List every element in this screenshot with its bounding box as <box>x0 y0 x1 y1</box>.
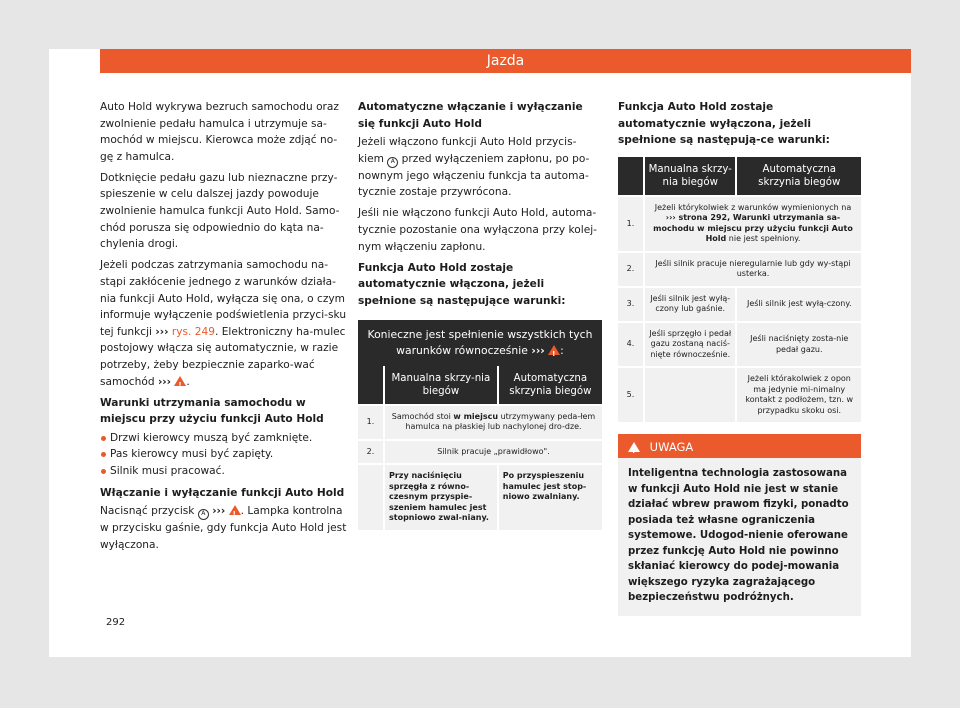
page-header: Jazda <box>100 49 911 73</box>
auto-hold-button-icon: A <box>387 157 398 168</box>
deactivation-table <box>618 157 861 423</box>
paragraph: Jeżeli włączono funkcji Auto Hold przycis-kiem A przed wyłączeniem zapłonu, po po-nownym jego włączeniu funkcja ta automa-tycznie zostaje przywrócona. <box>358 136 590 199</box>
table-row: Przy naciśnięciu sprzęgła z równo-czesnym przyspie-szeniem hamulec jest stopniowo zwal-niany. Po przyspieszeniu hamulec jest stop-niowo zwalniany. <box>358 464 602 530</box>
warning-icon[interactable] <box>229 505 241 515</box>
section-heading: Funkcja Auto Hold zostaje automatycznie włączona, jeżeli spełnione są następujące warunki: <box>358 261 566 307</box>
figure-link[interactable]: rys. 249 <box>171 325 215 338</box>
column-3 <box>618 99 861 616</box>
table-row: 3. Jeśli silnik jest wyłą-czony lub gaśnie. Jeśli silnik jest wyłą-czony. <box>618 287 861 322</box>
section-heading: Funkcja Auto Hold zostaje automatycznie wyłączona, jeżeli spełnione są następują-ce warunki: <box>618 101 830 147</box>
list-item: Silnik musi pracować. <box>100 463 347 480</box>
warning-icon <box>628 442 640 452</box>
column-1 <box>100 99 347 558</box>
table-row: 2. Jeśli silnik pracuje nieregularnie lub gdy wy-stąpi usterka. <box>618 252 861 287</box>
list-item: Drzwi kierowcy muszą być zamknięte. <box>100 430 347 447</box>
list-item: Pas kierowcy musi być zapięty. <box>100 446 347 463</box>
table-header-row <box>618 157 861 196</box>
activation-table <box>358 320 602 530</box>
section-heading: Włączanie i wyłączanie funkcji Auto Hold <box>100 486 345 499</box>
page-number: 292 <box>106 617 126 628</box>
table-row: 1. Samochód stoi w miejscu utrzymywany peda-łem hamulca na płaskiej lub nachylonej dro-dze. <box>358 405 602 440</box>
paragraph: Jeśli nie włączono funkcji Auto Hold, automa-tycznie pozostanie ona wyłączona przy kolej-nym włączeniu zapłonu. <box>358 207 597 253</box>
warning-icon[interactable] <box>548 345 560 355</box>
table-header-row <box>358 366 602 405</box>
table-row: 5. Jeżeli którakolwiek z opon ma jedynie mi-nimalny kontakt z podłożem, tzn. w przypadku skoku osi. <box>618 367 861 422</box>
paragraph: Auto Hold wykrywa bezruch samochodu oraz zwolnienie pedału hamulca i utrzymuje sa-mochód w miejscu. Kierowca może zdjąć no-gę z hamulca. <box>100 101 339 163</box>
warning-text: Inteligentna technologia zastosowana w funkcji Auto Hold nie jest w stanie działać wbrew prawom fizyki, ponadto posiada też własne ograniczenia systemowe. Udogod-nienie oferowane przez funkcję Auto Hold nie powinno skłaniać kierowcy do podej-mowania większego ryzyka zagrażającego bezpieczeństwu podróżnych. <box>628 468 849 604</box>
manual-page <box>49 49 911 657</box>
arrow-ref: ››› <box>212 505 226 518</box>
table-row: 1. Jeżeli którykolwiek z warunków wymienionych na ››› strona 292, Warunki utrzymania sa-mochodu w miejscu przy użyciu funkcji Auto Hold nie jest spełniony. <box>618 196 861 252</box>
arrow-ref: ››› <box>157 375 172 388</box>
column-header: Manualna skrzy-nia biegów <box>644 157 736 196</box>
column-header: Manualna skrzy-nia biegów <box>384 366 498 405</box>
table-title: Konieczne jest spełnienie wszystkich tych warunków równocześnie ››› ! : <box>358 320 602 366</box>
paragraph: Nacisnąć przycisk A ››› ! . Lampka kontrolna w przycisku gaśnie, gdy funkcja Auto Hold jest wyłączona. <box>100 503 347 553</box>
cross-reference-link[interactable]: ››› strona 292, Warunki utrzymania sa-mochodu w miejscu przy użyciu funkcji Auto Hold <box>653 213 853 244</box>
paragraph: Dotknięcie pedału gazu lub nieznaczne przy-spieszenie w celu dalszej jazdy powoduje zwolnienie hamulca funkcji Auto Hold. Samo-chód porusza się odpowiednio do kąta na-chylenia drogi. <box>100 171 340 251</box>
warning-icon[interactable] <box>174 376 186 386</box>
warning-box <box>618 434 861 616</box>
section-heading: Warunki utrzymania samochodu w miejscu przy użyciu funkcji Auto Hold <box>100 396 324 426</box>
section-heading: Automatyczne włączanie i wyłączanie się funkcji Auto Hold <box>358 101 583 130</box>
column-2 <box>358 99 602 530</box>
warning-header: ! UWAGA <box>618 434 861 458</box>
conditions-list <box>100 430 347 480</box>
table-row: 4. Jeśli sprzęgło i pedał gazu zostaną naciś-nięte równocześnie. Jeśli naciśnięty zosta-nie pedał gazu. <box>618 322 861 368</box>
arrow-ref: ››› <box>155 325 169 338</box>
column-header: Automatyczna skrzynia biegów <box>498 366 602 405</box>
paragraph: Jeżeli podczas zatrzymania samochodu na-stąpi zakłócenie jednego z warunków działa-nia funkcji Auto Hold, wyłącza się ona, o czym informuje wyłączenie podświetlenia przyci-sku tej funkcji ››› rys. 249. Elektroniczny ha-mulec postojowy włącza się automatycznie, w razie potrzeby, żeby bezpiecznie zaparko-wać samochód ››› ! . <box>100 257 347 390</box>
column-header: Automatyczna skrzynia biegów <box>736 157 861 196</box>
table-row: 2. Silnik pracuje „prawidłowo". <box>358 440 602 465</box>
auto-hold-button-icon: A <box>198 509 209 520</box>
